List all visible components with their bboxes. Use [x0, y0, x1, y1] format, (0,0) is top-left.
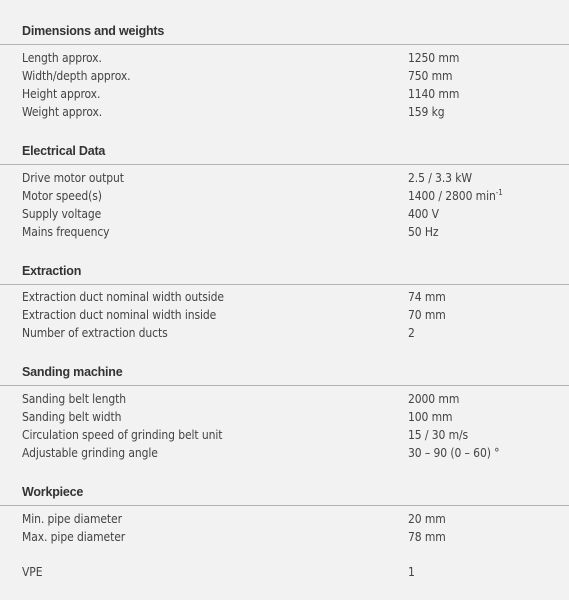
spec-value: 30 – 90 (0 – 60) ° [408, 446, 500, 460]
section-title: Workpiece [22, 485, 84, 499]
spec-value [408, 189, 503, 203]
spec-value: 20 mm [408, 512, 446, 526]
spec-value: 750 mm [408, 69, 453, 83]
spec-row [0, 308, 569, 326]
spec-row [0, 225, 569, 243]
spec-row [0, 105, 569, 123]
spec-value: 78 mm [408, 530, 446, 544]
spec-row [0, 87, 569, 105]
spec-label: Drive motor output [22, 171, 124, 185]
spec-row [0, 51, 569, 69]
spec-label: Supply voltage [22, 207, 102, 221]
spec-value: 2 [408, 326, 415, 340]
spec-row [0, 512, 569, 530]
spec-label: Max. pipe diameter [22, 530, 126, 544]
spec-label: Extraction duct nominal width inside [22, 308, 217, 322]
spec-label: Min. pipe diameter [22, 512, 122, 526]
spec-label: Width/depth approx. [22, 69, 131, 83]
spec-label: Circulation speed of grinding belt unit [22, 428, 223, 442]
spec-row [0, 392, 569, 410]
spec-value-text: 1400 / 2800 min [408, 189, 496, 203]
spec-value: 1140 mm [408, 87, 460, 101]
spec-label: Mains frequency [22, 225, 110, 239]
section-header-workpiece [0, 485, 569, 506]
spec-row [0, 428, 569, 446]
spec-row [0, 530, 569, 548]
spec-value: 1250 mm [408, 51, 460, 65]
section-header-dimensions [0, 24, 569, 45]
spec-value: 400 V [408, 207, 439, 221]
spec-value: 2.5 / 3.3 kW [408, 171, 472, 185]
spec-row [0, 446, 569, 464]
spec-row [0, 410, 569, 428]
exponent: -1 [495, 188, 503, 197]
spec-label: Extraction duct nominal width outside [22, 290, 224, 304]
spec-row [0, 326, 569, 344]
spec-row [0, 207, 569, 225]
spec-label: Adjustable grinding angle [22, 446, 158, 460]
spec-value: 2000 mm [408, 392, 460, 406]
section-title: Dimensions and weights [22, 24, 165, 38]
spec-value: 70 mm [408, 308, 446, 322]
spec-label: Sanding belt length [22, 392, 126, 406]
vpe-label: VPE [22, 565, 43, 579]
spec-row [0, 290, 569, 308]
spec-value: 74 mm [408, 290, 446, 304]
section-title: Electrical Data [22, 144, 106, 158]
spec-label: Height approx. [22, 87, 101, 101]
spec-label: Weight approx. [22, 105, 103, 119]
spec-row [0, 69, 569, 87]
spec-value: 159 kg [408, 105, 445, 119]
vpe-row [0, 565, 569, 583]
spec-value: 50 Hz [408, 225, 439, 239]
spec-value: 15 / 30 m/s [408, 428, 469, 442]
spec-label: Number of extraction ducts [22, 326, 168, 340]
section-header-electrical [0, 144, 569, 165]
spec-label: Motor speed(s) [22, 189, 102, 203]
section-header-extraction [0, 264, 569, 285]
vpe-value: 1 [408, 565, 415, 579]
spec-row [0, 189, 569, 207]
spec-value: 100 mm [408, 410, 453, 424]
spec-label: Length approx. [22, 51, 102, 65]
spec-label: Sanding belt width [22, 410, 122, 424]
section-title: Sanding machine [22, 365, 123, 379]
section-header-sanding [0, 365, 569, 386]
spec-row [0, 171, 569, 189]
section-title: Extraction [22, 264, 82, 278]
